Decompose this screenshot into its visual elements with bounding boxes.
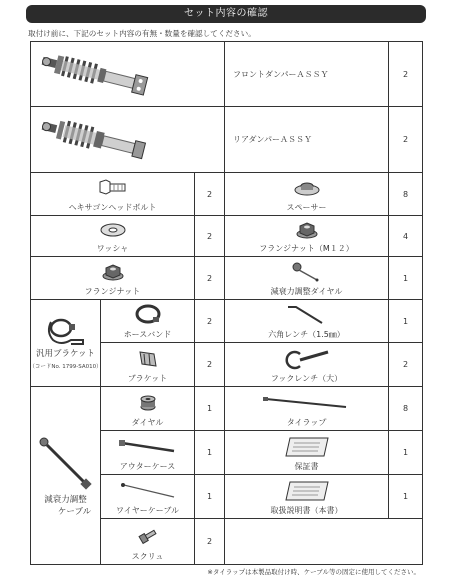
rear-damper-icon bbox=[31, 112, 161, 167]
tie-wrap-name: タイラップ bbox=[286, 418, 327, 427]
screw-icon bbox=[136, 526, 160, 546]
hex-bolt-cell bbox=[31, 173, 195, 216]
rear-damper-qty: 2 bbox=[389, 107, 423, 173]
hook-wrench-cell bbox=[225, 343, 389, 387]
adjust-cable-label-1: 減衰力調整 bbox=[44, 494, 87, 505]
dial-icon bbox=[137, 392, 159, 414]
outer-case-cell bbox=[101, 431, 195, 475]
flange-nut-icon bbox=[101, 262, 125, 282]
flange-nut-name: フランジナット bbox=[84, 287, 141, 296]
flange-nut-m12-qty: 4 bbox=[389, 216, 423, 257]
table-row bbox=[31, 257, 423, 300]
flange-nut-cell bbox=[31, 257, 195, 300]
front-damper-icon bbox=[31, 47, 161, 102]
hose-band-icon bbox=[133, 303, 163, 327]
washer-qty: 2 bbox=[195, 216, 225, 257]
footnote: ※タイラップは本製品取付け時、ケーブル等の固定に使用してください。 bbox=[207, 568, 420, 576]
table-row bbox=[31, 216, 423, 257]
tie-wrap-qty: 8 bbox=[389, 387, 423, 431]
damping-dial-qty: 1 bbox=[389, 257, 423, 300]
dial-qty: 1 bbox=[195, 387, 225, 431]
manual-cell bbox=[225, 475, 389, 519]
spacer-icon bbox=[292, 178, 322, 198]
damping-dial-cell bbox=[225, 257, 389, 300]
flange-nut-icon bbox=[295, 220, 319, 240]
tie-wrap-icon bbox=[262, 395, 352, 411]
hook-wrench-qty: 2 bbox=[389, 343, 423, 387]
instruction-text: 取付け前に、下記のセット内容の有無・数量を確認してください。 bbox=[28, 29, 256, 38]
universal-bracket-code: （コードNo. 1799-SA010） bbox=[29, 364, 102, 370]
flange-nut-m12-name: フランジナット（M１２） bbox=[259, 244, 354, 253]
spacer-name: スペーサー bbox=[286, 203, 327, 212]
hex-bolt-name: ヘキサゴンヘッドボルト bbox=[68, 203, 157, 212]
hose-band-name: ホースバンド bbox=[123, 330, 172, 339]
dial-name: ダイヤル bbox=[131, 418, 164, 427]
warranty-name: 保証書 bbox=[294, 462, 319, 471]
front-damper-illustration bbox=[31, 42, 225, 107]
outer-case-icon bbox=[118, 437, 178, 457]
parts-table bbox=[30, 41, 423, 565]
warranty-cell bbox=[225, 431, 389, 475]
front-damper-qty: 2 bbox=[389, 42, 423, 107]
flange-nut-qty: 2 bbox=[195, 257, 225, 300]
wire-cable-icon bbox=[118, 481, 178, 501]
document-icon bbox=[282, 436, 332, 458]
hook-wrench-icon bbox=[282, 346, 332, 372]
spacer-qty: 8 bbox=[389, 173, 423, 216]
front-damper-name: フロントダンパーＡＳＳＹ bbox=[225, 42, 389, 107]
universal-bracket-cell bbox=[31, 300, 101, 387]
damping-dial-name: 減衰力調整ダイヤル bbox=[270, 287, 343, 296]
table-row bbox=[31, 387, 423, 431]
table-row bbox=[31, 173, 423, 216]
empty-cell bbox=[225, 519, 423, 565]
hex-wrench-cell bbox=[225, 300, 389, 343]
bracket-qty: 2 bbox=[195, 343, 225, 387]
screw-qty: 2 bbox=[195, 519, 225, 565]
bracket-icon bbox=[136, 348, 160, 370]
bracket-name: ブラケット bbox=[127, 374, 168, 383]
wire-cable-name: ワイヤーケーブル bbox=[115, 506, 180, 515]
manual-qty: 1 bbox=[389, 475, 423, 519]
washer-icon bbox=[98, 221, 128, 239]
spacer-cell bbox=[225, 173, 389, 216]
warranty-qty: 1 bbox=[389, 431, 423, 475]
washer-name: ワッシャ bbox=[96, 244, 129, 253]
adjust-cable-cell bbox=[31, 387, 101, 565]
outer-case-qty: 1 bbox=[195, 431, 225, 475]
hex-wrench-qty: 1 bbox=[389, 300, 423, 343]
hex-bolt-qty: 2 bbox=[195, 173, 225, 216]
screw-cell bbox=[101, 519, 195, 565]
adjust-cable-icon bbox=[36, 434, 96, 494]
bracket-cell bbox=[101, 343, 195, 387]
dial-cell bbox=[101, 387, 195, 431]
hex-wrench-name: 六角レンチ（1.5㎜） bbox=[268, 330, 345, 339]
adjust-cable-label-2: ケーブル bbox=[57, 506, 92, 517]
outer-case-name: アウターケース bbox=[119, 462, 176, 471]
tie-wrap-cell bbox=[225, 387, 389, 431]
rear-damper-name: リアダンパーＡＳＳＹ bbox=[225, 107, 389, 173]
adjust-dial-icon bbox=[287, 261, 327, 283]
manual-name: 取扱説明書（本書） bbox=[270, 506, 343, 515]
table-row bbox=[31, 42, 423, 107]
screw-name: スクリュ bbox=[131, 552, 164, 561]
flange-nut-m12-cell bbox=[225, 216, 389, 257]
wire-cable-cell bbox=[101, 475, 195, 519]
hose-band-cell bbox=[101, 300, 195, 343]
universal-bracket-icon bbox=[43, 316, 89, 348]
rear-damper-illustration bbox=[31, 107, 225, 173]
table-row bbox=[31, 300, 423, 343]
wire-cable-qty: 1 bbox=[195, 475, 225, 519]
document-icon bbox=[282, 480, 332, 502]
hook-wrench-name: フックレンチ（大） bbox=[270, 374, 343, 383]
universal-bracket-label: 汎用ブラケット bbox=[35, 349, 96, 359]
hex-bolt-icon bbox=[98, 177, 128, 199]
table-row bbox=[31, 107, 423, 173]
section-header: セット内容の確認 bbox=[26, 5, 426, 23]
washer-cell bbox=[31, 216, 195, 257]
hose-band-qty: 2 bbox=[195, 300, 225, 343]
hex-wrench-icon bbox=[282, 303, 332, 327]
